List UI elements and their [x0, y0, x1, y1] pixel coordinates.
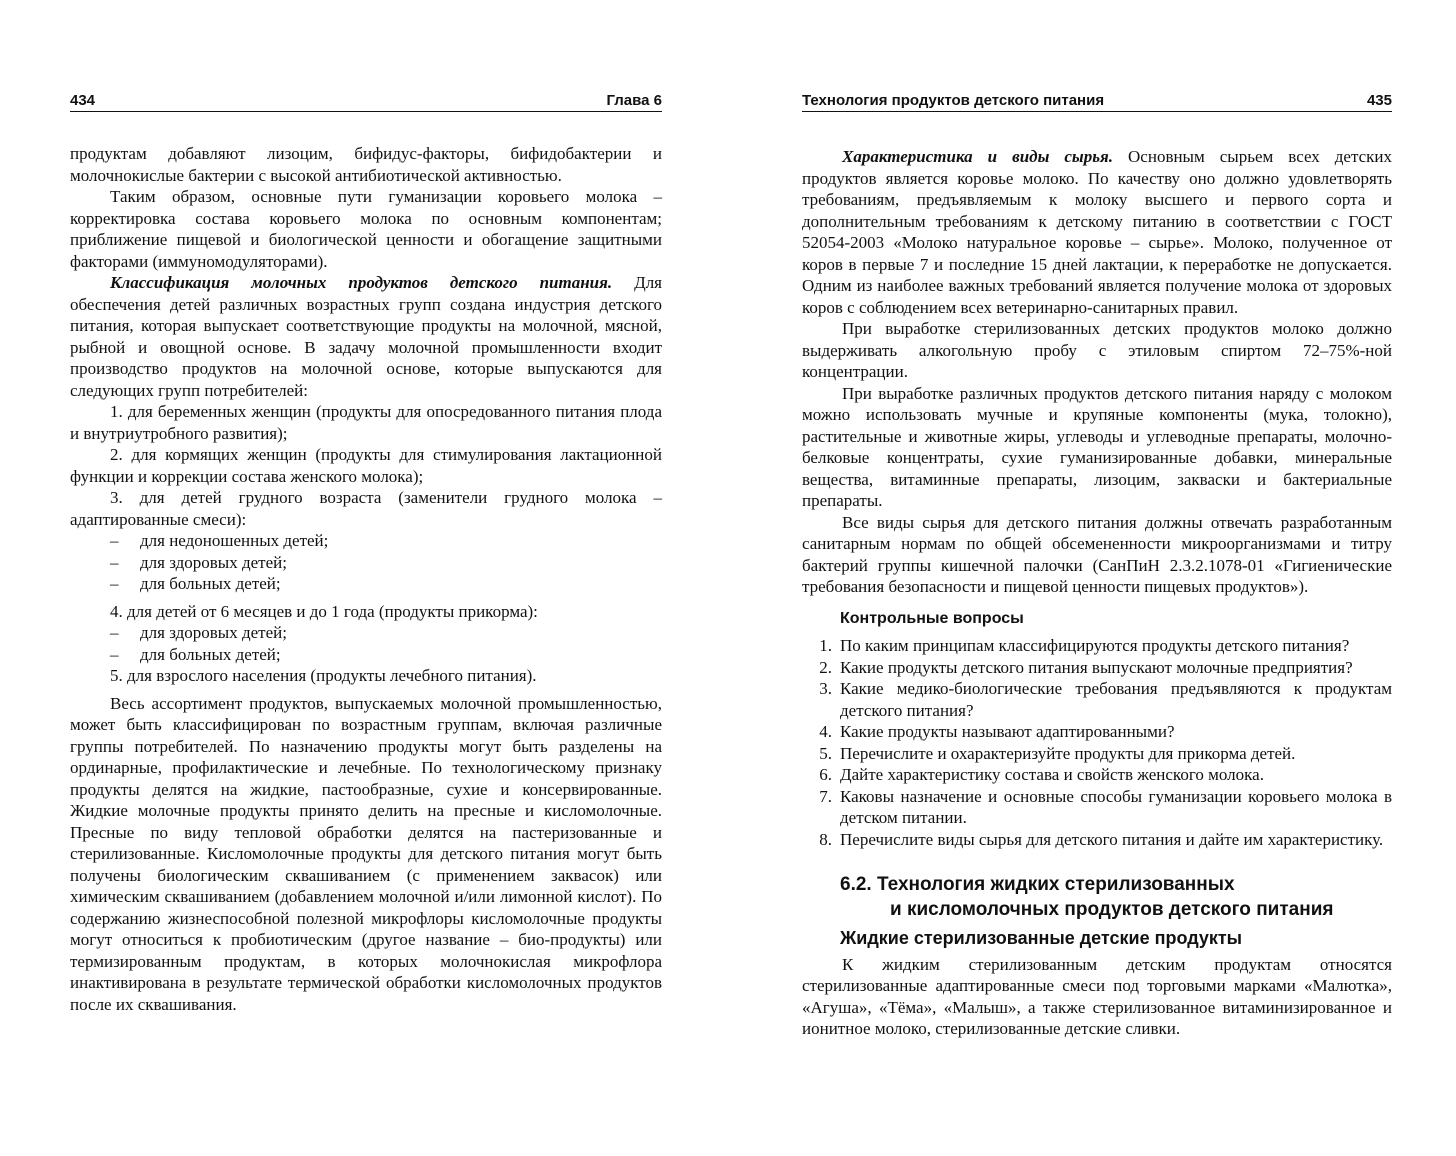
paragraph: При выработке различных продуктов детского питания наряду с молоком можно использовать мучные и крупяные компоненты (мука, толокно), растительные и животные жиры, углеводы и углеводные препараты, молочно-белковые концентраты, сухие гуманизированные добавки, минеральные вещества, витаминные препараты, лизоцим, закваски и бактериальные препараты. [802, 383, 1392, 510]
dash: – [110, 644, 119, 664]
paragraph: Таким образом, основные пути гуманизации коровьего молока – корректировка состава коровьего молока по основным компонентам; приближение пищевой и биологической ценности и обогащение защитными факторами (иммуномодуляторами). [70, 187, 662, 271]
list-subitem: – для больных детей; [70, 644, 662, 666]
paragraph [70, 272, 662, 401]
subsection-heading: Жидкие стерилизованные детские продукты [840, 928, 1243, 948]
running-title: Технология продуктов детского питания [802, 92, 1105, 109]
page-header [802, 92, 1392, 112]
paragraph: К жидким стерилизованным детским продуктам относятся стерилизованные адаптированные смеси под торговыми марками «Малютка», «Агуша», «Тёма», «Малыш», а также стерилизованное витаминизированное и ионитное молоко, стерилизованные детские сливки. [802, 954, 1392, 1038]
dash: – [110, 574, 119, 593]
question-item: 5. Перечислите и охарактеризуйте продукты для прикорма детей. [819, 743, 1296, 763]
list-item: 3. для детей грудного возраста (заменители грудного молока – адаптированные смеси): [70, 488, 662, 529]
header-rule [70, 111, 662, 112]
paragraph: Весь ассортимент продуктов, выпускаемых молочной промышленностью, может быть классифицирован по возрастным группам, включая различные группы потребителей. По назначению продукты могут быть разделены на ординарные, профилактические и лечебные. По технологическому признаку продукты делятся на жидкие, пастообразные, сухие и консервированные. Жидкие молочные продукты принято делить на пресные и кисломолочные. Пресные по виду тепловой обработки делятся на пастеризованные и стерилизованные. Кисломолочные продукты для детского питания могут быть получены биологическим сквашиванием (с применением заквасок) или химическим сквашиванием (добавлением молочной и/или лимонной кислот). По содержанию жизнеспособной полезной микрофлоры кисломолочные продукты могут относиться к пробиотическим (другое название – био-продукты) или термизированным продуктам, в которых молочнокислая микрофлора инактивирована в результате термической обработки кисломолочных продуктов после их сквашивания. [70, 693, 662, 1014]
paragraph [802, 146, 1392, 318]
page-header [70, 92, 662, 112]
paragraph: Все виды сырья для детского питания должны отвечать разработанным санитарным нормам по общей обсемененности микроорганизмами и титру бактерий группы кишечной палочки (СанПиН 2.3.2.1078-01 «Гигиенические требования безопасности и пищевой ценности пищевых продуктов»). [802, 512, 1392, 596]
list-subitem: – для здоровых детей; [70, 552, 662, 574]
question-item: 7. Каковы назначение и основные способы гуманизации коровьего молока в детском питании. [819, 786, 1392, 827]
section-heading-line1: 6.2. Технология жидких стерилизованных [840, 874, 1235, 895]
list-subitem: – для недоношенных детей; [70, 530, 662, 552]
dash: – [110, 623, 119, 642]
questions-list [802, 635, 1392, 850]
dash: – [110, 552, 119, 572]
question-item: 6. Дайте характеристику состава и свойств женского молока. [819, 765, 1264, 784]
list-subitem: – для здоровых детей; [70, 622, 662, 644]
paragraph-text: Основным сырьем всех детских продуктов является коровье молоко. По качеству оно должно удовлетворять требованиям, предъявляемым к молоку высшего и первого сорта и дополнительным требованиям к детскому питанию в соответствии с ГОСТ 52054-2003 «Молоко натуральное коровье – сырье». Молоко, полученное от коров в первые 7 и последние 15 дней лактации, к переработке не допускается. Одним из наиболее важных требований является получение молока от здоровых коров с соблюдением всех ветеринарно-санитарных правил. [802, 147, 1393, 317]
page-number: 435 [1366, 92, 1392, 109]
question-item: 2. Какие продукты детского питания выпускают молочные предприятия? [819, 657, 1353, 677]
page-body [70, 143, 662, 1015]
section-heading [840, 872, 1392, 922]
list-item: 1. для беременных женщин (продукты для опосредованного питания плода и внутриутробного развития); [70, 402, 662, 443]
questions-heading: Контрольные вопросы [840, 609, 1024, 627]
question-item: 4. Какие продукты называют адаптированными? [819, 722, 1175, 741]
question-item: 3. Какие медико-биологические требования предъявляются к продуктам детского питания? [819, 679, 1392, 720]
right-page [802, 0, 1392, 1156]
header-rule [802, 111, 1392, 112]
list-item: 5. для взрослого населения (продукты лечебного питания). [110, 666, 537, 685]
list-item: 2. для кормящих женщин (продукты для стимулирования лактационной функции и коррекции состава женского молока); [70, 445, 662, 486]
page-number: 434 [70, 92, 96, 109]
chapter-title: Глава 6 [606, 92, 662, 109]
inline-heading: Характеристика и виды сырья. [842, 147, 1114, 166]
list-item: 4. для детей от 6 месяцев и до 1 года (продукты прикорма): [110, 601, 538, 621]
left-page [70, 0, 662, 1156]
section-heading-line2: и кисломолочных продуктов детского питания [890, 899, 1334, 920]
dash: – [110, 531, 119, 550]
question-item: 1. По каким принципам классифицируются продукты детского питания? [819, 636, 1350, 655]
paragraph: При выработке стерилизованных детских продуктов молоко должно выдерживать алкогольную пробу с этиловым спиртом 72–75%-ной концентрации. [802, 319, 1392, 381]
question-item: 8. Перечислите виды сырья для детского питания и дайте им характеристику. [819, 829, 1384, 849]
paragraph-text: Для обеспечения детей различных возрастных групп создана индустрия детского питания, которая выпускает соответствующие продукты на молочной, мясной, рыбной и овощной основе. В задачу молочной промышленности входит производство продуктов на молочной основе, которые выпускаются для следующих групп потребителей: [70, 273, 662, 400]
list-subitem: – для больных детей; [70, 573, 662, 595]
paragraph: продуктам добавляют лизоцим, бифидус-факторы, бифидобактерии и молочнокислые бактерии с высокой антибиотической активностью. [70, 144, 662, 185]
inline-heading: Классификация молочных продуктов детского питания. [110, 273, 613, 292]
page-body [802, 146, 1392, 1040]
